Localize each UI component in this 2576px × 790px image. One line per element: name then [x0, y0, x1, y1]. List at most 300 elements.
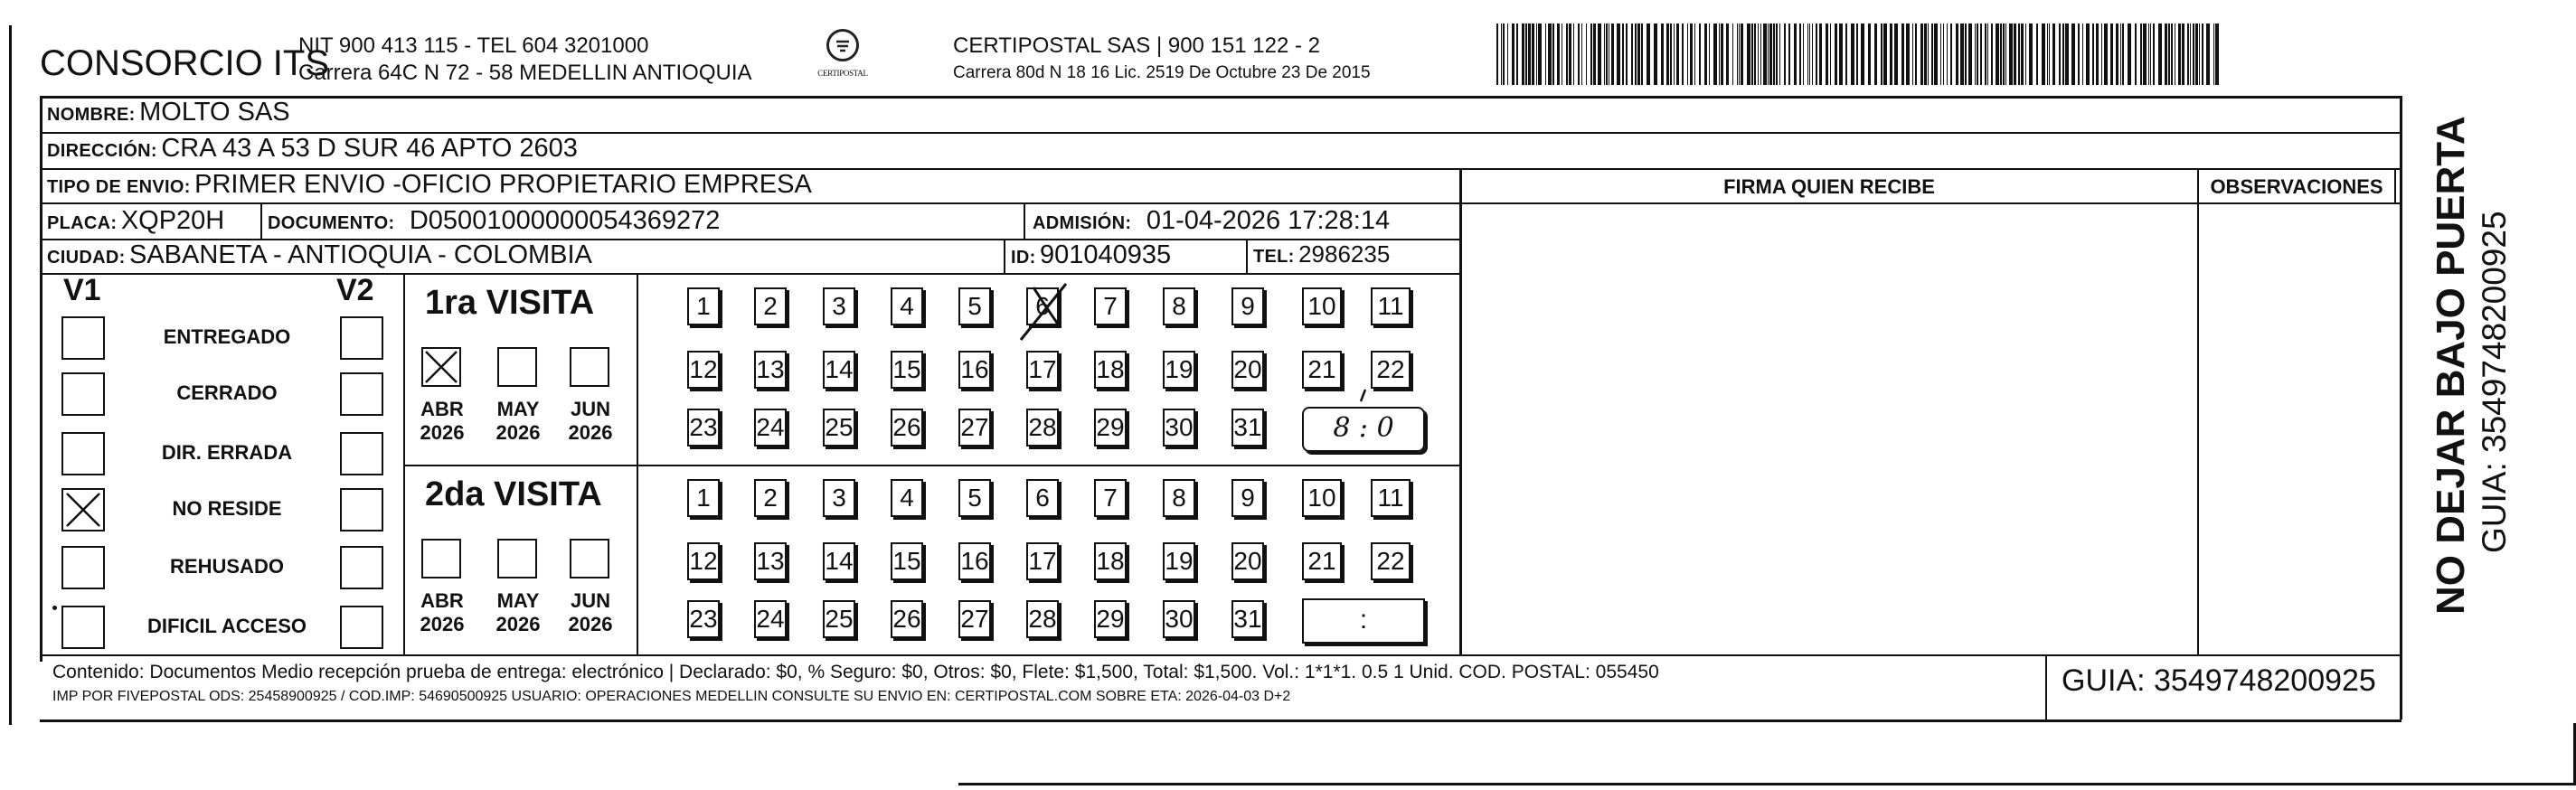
status-label: REHUSADO	[170, 555, 284, 578]
barcode-bar	[1536, 24, 1537, 85]
id-value: 901040935	[1040, 240, 1172, 269]
col-line	[1024, 202, 1025, 240]
barcode-bar	[1794, 24, 1797, 85]
barcode-bar	[1737, 24, 1738, 85]
month-name: MAY	[496, 398, 540, 420]
visita-divider	[403, 465, 1461, 466]
day-box[interactable]: 7	[1094, 479, 1127, 517]
barcode-bar	[1931, 24, 1933, 85]
barcode-bar	[1809, 24, 1810, 85]
v1-checkbox[interactable]	[61, 372, 105, 416]
side-warning: NO DEJAR BAJO PUERTA	[2429, 116, 2473, 615]
v2-checkbox[interactable]	[340, 432, 383, 475]
barcode-bar	[1532, 24, 1534, 85]
barcode-bar	[2086, 24, 2090, 85]
barcode-bar	[2052, 24, 2055, 85]
barcode-bar	[2110, 24, 2113, 85]
obs-right	[2394, 168, 2396, 204]
month-label	[410, 398, 474, 445]
barcode-bar	[1776, 24, 1778, 85]
barcode-bar	[1721, 24, 1723, 85]
documento-label: DOCUMENTO:	[268, 213, 395, 233]
barcode-bar	[1861, 24, 1864, 85]
obs-divider	[2197, 168, 2199, 656]
barcode-bar	[2018, 24, 2020, 85]
barcode-bar	[2171, 24, 2173, 85]
barcode-bar	[1760, 24, 1761, 85]
status-label: NO RESIDE	[172, 497, 282, 520]
day-box[interactable]: 27	[958, 409, 991, 447]
day-box[interactable]: 6	[1026, 479, 1059, 517]
v1-checkbox[interactable]	[61, 488, 105, 531]
barcode-bar	[2014, 24, 2016, 85]
barcode-bar	[2158, 24, 2162, 85]
barcode-bar	[1975, 24, 1976, 85]
barcode-bar	[1915, 24, 1917, 85]
barcode-bar	[2148, 24, 2149, 85]
barcode-bar	[2206, 24, 2210, 85]
firma-header: FIRMA QUIEN RECIBE	[1723, 175, 1935, 198]
form-border-right	[2400, 96, 2402, 719]
v2-checkbox[interactable]	[340, 488, 383, 531]
col-line	[260, 202, 262, 240]
v1-checkbox[interactable]	[61, 316, 105, 360]
barcode-bar	[1732, 24, 1733, 85]
form-border-left	[40, 96, 42, 662]
observaciones-header: OBSERVACIONES	[2210, 175, 2383, 198]
day-box[interactable]: 8	[1163, 479, 1195, 517]
day-box[interactable]: 30	[1163, 409, 1195, 447]
barcode-bar	[1611, 24, 1614, 85]
barcode-bar	[1694, 24, 1695, 85]
day-box[interactable]: 25	[823, 409, 855, 447]
direccion-row	[47, 134, 578, 164]
barcode-bar	[1830, 24, 1831, 85]
barcode-bar	[2092, 24, 2094, 85]
day-box[interactable]: 20	[1231, 542, 1264, 580]
barcode-bar	[1690, 24, 1693, 85]
nombre-label: NOMBRE:	[47, 105, 136, 125]
firma-divider	[1459, 168, 1462, 656]
day-box[interactable]: 20	[1231, 351, 1264, 389]
day-box[interactable]: 15	[891, 542, 923, 580]
barcode-bar	[1754, 24, 1756, 85]
visita-title: 1ra VISITA	[425, 284, 595, 322]
footer-top-line	[40, 654, 2401, 656]
day-box[interactable]: 2	[754, 479, 787, 517]
day-box[interactable]: 5	[958, 287, 991, 325]
day-box[interactable]: 21	[1302, 351, 1342, 389]
company-address: Carrera 64C N 72 - 58 MEDELLIN ANTIOQUIA	[298, 61, 752, 85]
barcode-bar	[2082, 24, 2083, 85]
month-year: 2026	[495, 421, 541, 444]
barcode-bar	[1747, 24, 1750, 85]
barcode-bar	[1704, 24, 1707, 85]
barcode-bar	[2101, 24, 2102, 85]
col-line	[1004, 239, 1005, 275]
barcode-bar	[2116, 24, 2118, 85]
barcode-bar	[2120, 24, 2121, 85]
nombre-value: MOLTO SAS	[139, 98, 290, 127]
barcode-bar	[1606, 24, 1608, 85]
barcode-bar	[1654, 24, 1657, 85]
status-label: DIFICIL ACCESO	[146, 615, 307, 637]
barcode-bar	[1670, 24, 1672, 85]
barcode-bar	[1631, 24, 1633, 85]
day-box[interactable]: 13	[754, 351, 787, 389]
barcode-bar	[1947, 24, 1948, 85]
tel-cell	[1253, 240, 1390, 268]
barcode-bar	[1901, 24, 1904, 85]
month-label	[410, 589, 474, 636]
form-border-top	[40, 96, 2401, 99]
company-info	[298, 33, 752, 87]
month-year: 2026	[568, 613, 613, 635]
day-box[interactable]: 28	[1026, 409, 1059, 447]
month-label	[486, 398, 550, 445]
barcode-bar	[2128, 24, 2131, 85]
v2-checkbox[interactable]	[340, 372, 383, 416]
barcode-bar	[2003, 24, 2005, 85]
barcode-bar	[2165, 24, 2167, 85]
day-box[interactable]: 23	[687, 600, 720, 638]
day-box[interactable]: 21	[1302, 542, 1342, 580]
barcode-bar	[1868, 24, 1871, 85]
barcode-bar	[1940, 24, 1941, 85]
month-year: 2026	[495, 613, 541, 635]
barcode-bar	[1687, 24, 1688, 85]
barcode-bar	[1751, 24, 1753, 85]
barcode-bar	[2000, 24, 2002, 85]
barcode-bar	[2065, 24, 2069, 85]
month-label	[559, 398, 622, 445]
day-box[interactable]: 25	[823, 600, 855, 638]
time-box[interactable]: 8 : 0	[1302, 407, 1425, 452]
barcode-bar	[1788, 24, 1790, 85]
barcode-bar	[1784, 24, 1786, 85]
day-box[interactable]: 7	[1094, 287, 1127, 325]
barcode-bar	[1586, 24, 1587, 85]
day-box[interactable]: 1	[687, 287, 720, 325]
barcode-bar	[1807, 24, 1808, 85]
barcode-bar	[1566, 24, 1568, 85]
barcode-bar	[1525, 24, 1527, 85]
day-box[interactable]: 26	[891, 600, 923, 638]
v2-label: V2	[336, 273, 374, 307]
day-box[interactable]: 10	[1302, 479, 1342, 517]
guia-number: GUIA: 3549748200925	[2062, 663, 2376, 698]
ciudad-label: CIUDAD:	[47, 248, 126, 268]
barcode-bar	[1604, 24, 1605, 85]
barcode-bar	[1856, 24, 1858, 85]
barcode-bar	[1956, 24, 1958, 85]
barcode-bar	[1943, 24, 1944, 85]
barcode-bar	[1826, 24, 1828, 85]
barcode-bar	[2199, 24, 2200, 85]
barcode-bar	[1920, 24, 1923, 85]
documento-value: D05001000000054369272	[409, 206, 721, 235]
barcode-bar	[2143, 24, 2147, 85]
barcode-bar	[1950, 24, 1952, 85]
day-box[interactable]: 15	[891, 351, 923, 389]
direccion-label: DIRECCIÓN:	[47, 141, 157, 161]
barcode-bar	[1617, 24, 1620, 85]
barcode-bar	[1835, 24, 1837, 85]
day-box[interactable]: 19	[1163, 542, 1195, 580]
barcode-bar	[2178, 24, 2181, 85]
day-box[interactable]: 24	[754, 600, 787, 638]
barcode-bar	[1960, 24, 1964, 85]
barcode-bar	[2029, 24, 2033, 85]
day-box[interactable]: 9	[1231, 287, 1264, 325]
barcode-bar	[1719, 24, 1720, 85]
barcode-bar	[2215, 24, 2219, 85]
barcode-bar	[2021, 24, 2024, 85]
id-label: ID:	[1011, 248, 1036, 268]
barcode-bar	[1569, 24, 1571, 85]
day-box[interactable]: 2	[754, 287, 787, 325]
barcode	[1496, 24, 2222, 85]
barcode-bar	[2042, 24, 2045, 85]
status-label: CERRADO	[176, 381, 278, 404]
v1-checkbox[interactable]	[61, 606, 105, 649]
barcode-bar	[1622, 24, 1624, 85]
barcode-bar	[1516, 24, 1518, 85]
day-box[interactable]: 8	[1163, 287, 1195, 325]
barcode-bar	[2059, 24, 2061, 85]
barcode-bar	[1890, 24, 1892, 85]
v1-checkbox[interactable]	[61, 546, 105, 589]
day-box[interactable]: 31	[1231, 600, 1264, 638]
barcode-bar	[1528, 24, 1531, 85]
barcode-bar	[2047, 24, 2048, 85]
barcode-bar	[1987, 24, 1988, 85]
day-box[interactable]: 3	[823, 287, 855, 325]
guia-divider	[2045, 654, 2047, 719]
month-checkbox-abr[interactable]	[421, 347, 461, 387]
admision-cell	[1033, 206, 1390, 236]
barcode-bar	[1507, 24, 1508, 85]
month-label	[486, 589, 550, 636]
day-box[interactable]: 4	[891, 287, 923, 325]
month-year: 2026	[568, 421, 613, 444]
month-checkbox-may[interactable]	[497, 347, 537, 387]
placa-label: PLACA:	[47, 213, 118, 233]
stray-mark	[52, 606, 57, 610]
barcode-bar	[1803, 24, 1804, 85]
barcode-bar	[1768, 24, 1769, 85]
barcode-bar	[1496, 24, 1498, 85]
logo-ring-icon	[826, 29, 859, 61]
barcode-bar	[1883, 24, 1887, 85]
barcode-bar	[1635, 24, 1637, 85]
day-box[interactable]: 29	[1094, 600, 1127, 638]
day-box[interactable]: 12	[687, 542, 720, 580]
barcode-bar	[2104, 24, 2108, 85]
barcode-bar	[1816, 24, 1817, 85]
barcode-bar	[1647, 24, 1650, 85]
barcode-bar	[2096, 24, 2099, 85]
barcode-bar	[1573, 24, 1574, 85]
v2-checkbox[interactable]	[340, 316, 383, 360]
logo-text: CERTIPOSTAL	[817, 69, 868, 78]
day-box[interactable]: 22	[1371, 542, 1411, 580]
carrier-info	[953, 33, 1371, 87]
barcode-bar	[1593, 24, 1596, 85]
barcode-bar	[1709, 24, 1710, 85]
day-box[interactable]: 18	[1094, 542, 1127, 580]
form-border-bottom	[40, 719, 2401, 722]
barcode-bar	[1661, 24, 1664, 85]
ciudad-value: SABANETA - ANTIOQUIA - COLOMBIA	[129, 240, 592, 269]
day-box[interactable]: 12	[687, 351, 720, 389]
barcode-bar	[1894, 24, 1898, 85]
day-box[interactable]: 11	[1371, 479, 1411, 517]
barcode-bar	[2187, 24, 2189, 85]
placa-cell	[47, 206, 224, 236]
nit-line: NIT 900 413 115 - TEL 604 3201000	[298, 33, 649, 58]
v2-checkbox[interactable]	[340, 546, 383, 589]
day-box[interactable]: 3	[823, 479, 855, 517]
barcode-bar	[1739, 24, 1740, 85]
month-year: 2026	[420, 421, 465, 444]
barcode-bar	[1977, 24, 1978, 85]
barcode-bar	[1991, 24, 1993, 85]
day-box[interactable]: 4	[891, 479, 923, 517]
barcode-bar	[1713, 24, 1717, 85]
id-cell	[1011, 240, 1171, 270]
day-box[interactable]: 14	[823, 542, 855, 580]
barcode-bar	[2078, 24, 2080, 85]
barcode-bar	[2213, 24, 2214, 85]
admision-label: ADMISIÓN:	[1033, 213, 1132, 233]
barcode-bar	[1545, 24, 1546, 85]
barcode-bar	[1501, 24, 1502, 85]
barcode-bar	[2062, 24, 2064, 85]
barcode-bar	[1996, 24, 1999, 85]
v2-checkbox[interactable]	[340, 606, 383, 649]
barcode-bar	[1928, 24, 1929, 85]
certipostal-logo	[814, 25, 872, 90]
stray-pen-mark	[1358, 389, 1369, 408]
day-box[interactable]: 26	[891, 409, 923, 447]
barcode-bar	[1819, 24, 1822, 85]
barcode-bar	[1980, 24, 1982, 85]
month-name: ABR	[420, 398, 464, 420]
day-box[interactable]: 10	[1302, 287, 1342, 325]
day-box[interactable]: 14	[823, 351, 855, 389]
month-checkbox-may[interactable]	[497, 539, 537, 578]
day-box[interactable]: 19	[1163, 351, 1195, 389]
month-year: 2026	[420, 613, 465, 635]
month-name: JUN	[570, 589, 610, 612]
barcode-bar	[1557, 24, 1560, 85]
barcode-bar	[2036, 24, 2038, 85]
barcode-bar	[2182, 24, 2184, 85]
admision-value: 01-04-2026 17:28:14	[1146, 206, 1391, 235]
day-box[interactable]: 5	[958, 479, 991, 517]
day-box[interactable]: 16	[958, 542, 991, 580]
handwritten-cross-mark	[1014, 280, 1075, 348]
day-box[interactable]: 11	[1371, 287, 1411, 325]
month-checkbox-jun[interactable]	[570, 347, 609, 387]
tipo-label: TIPO DE ENVIO:	[47, 177, 191, 197]
day-box[interactable]: 24	[754, 409, 787, 447]
day-box[interactable]: 31	[1231, 409, 1264, 447]
barcode-bar	[1726, 24, 1729, 85]
day-box[interactable]: 17	[1026, 542, 1059, 580]
barcode-bar	[2193, 24, 2194, 85]
day-box[interactable]: 22	[1371, 351, 1411, 389]
barcode-bar	[1845, 24, 1847, 85]
barcode-bar	[2168, 24, 2170, 85]
barcode-bar	[1741, 24, 1743, 85]
barcode-bar	[1581, 24, 1582, 85]
barcode-bar	[1598, 24, 1601, 85]
barcode-bar	[2153, 24, 2155, 85]
barcode-bar	[1881, 24, 1882, 85]
month-label	[559, 589, 622, 636]
barcode-bar	[1637, 24, 1640, 85]
barcode-bar	[1676, 24, 1679, 85]
barcode-bar	[2150, 24, 2151, 85]
barcode-bar	[1874, 24, 1877, 85]
ciudad-cell	[47, 240, 592, 270]
side-guia: GUIA: 3549748200925	[2476, 211, 2513, 553]
day-box[interactable]: 9	[1231, 479, 1264, 517]
tel-label: TEL:	[1253, 247, 1295, 267]
company-name: CONSORCIO ITS	[40, 43, 330, 83]
barcode-bar	[1590, 24, 1592, 85]
day-box[interactable]: 23	[687, 409, 720, 447]
col-line	[1246, 239, 1248, 275]
barcode-bar	[2190, 24, 2191, 85]
barcode-bar	[1812, 24, 1813, 85]
barcode-bar	[1512, 24, 1514, 85]
left-margin-bar	[9, 25, 12, 725]
month-name: ABR	[420, 589, 464, 612]
day-box[interactable]: 27	[958, 600, 991, 638]
barcode-bar	[2135, 24, 2137, 85]
row-line	[40, 273, 1461, 275]
direccion-value: CRA 43 A 53 D SUR 46 APTO 2603	[161, 134, 578, 163]
month-checkbox-jun[interactable]	[570, 539, 609, 578]
tel-value: 2986235	[1298, 240, 1391, 268]
barcode-bar	[1906, 24, 1910, 85]
day-box[interactable]: 1	[687, 479, 720, 517]
day-box[interactable]: 6	[1026, 287, 1059, 325]
barcode-bar	[1839, 24, 1843, 85]
day-box[interactable]: 16	[958, 351, 991, 389]
day-box[interactable]: 29	[1094, 409, 1127, 447]
carrier-address: Carrera 80d N 18 16 Lic. 2519 De Octubre 23 De 2015	[953, 63, 1371, 82]
time-box[interactable]: :	[1302, 598, 1425, 644]
day-box[interactable]: 17	[1026, 351, 1059, 389]
barcode-bar	[1682, 24, 1684, 85]
day-box[interactable]: 13	[754, 542, 787, 580]
barcode-bar	[1779, 24, 1780, 85]
day-box[interactable]: 30	[1163, 600, 1195, 638]
documento-cell	[268, 206, 720, 236]
nombre-row	[47, 98, 290, 127]
barcode-bar	[1968, 24, 1972, 85]
v1-checkbox[interactable]	[61, 432, 105, 475]
day-box[interactable]: 28	[1026, 600, 1059, 638]
barcode-bar	[2071, 24, 2075, 85]
tipo-row	[47, 170, 812, 200]
day-box[interactable]: 18	[1094, 351, 1127, 389]
month-checkbox-abr[interactable]	[421, 539, 461, 578]
